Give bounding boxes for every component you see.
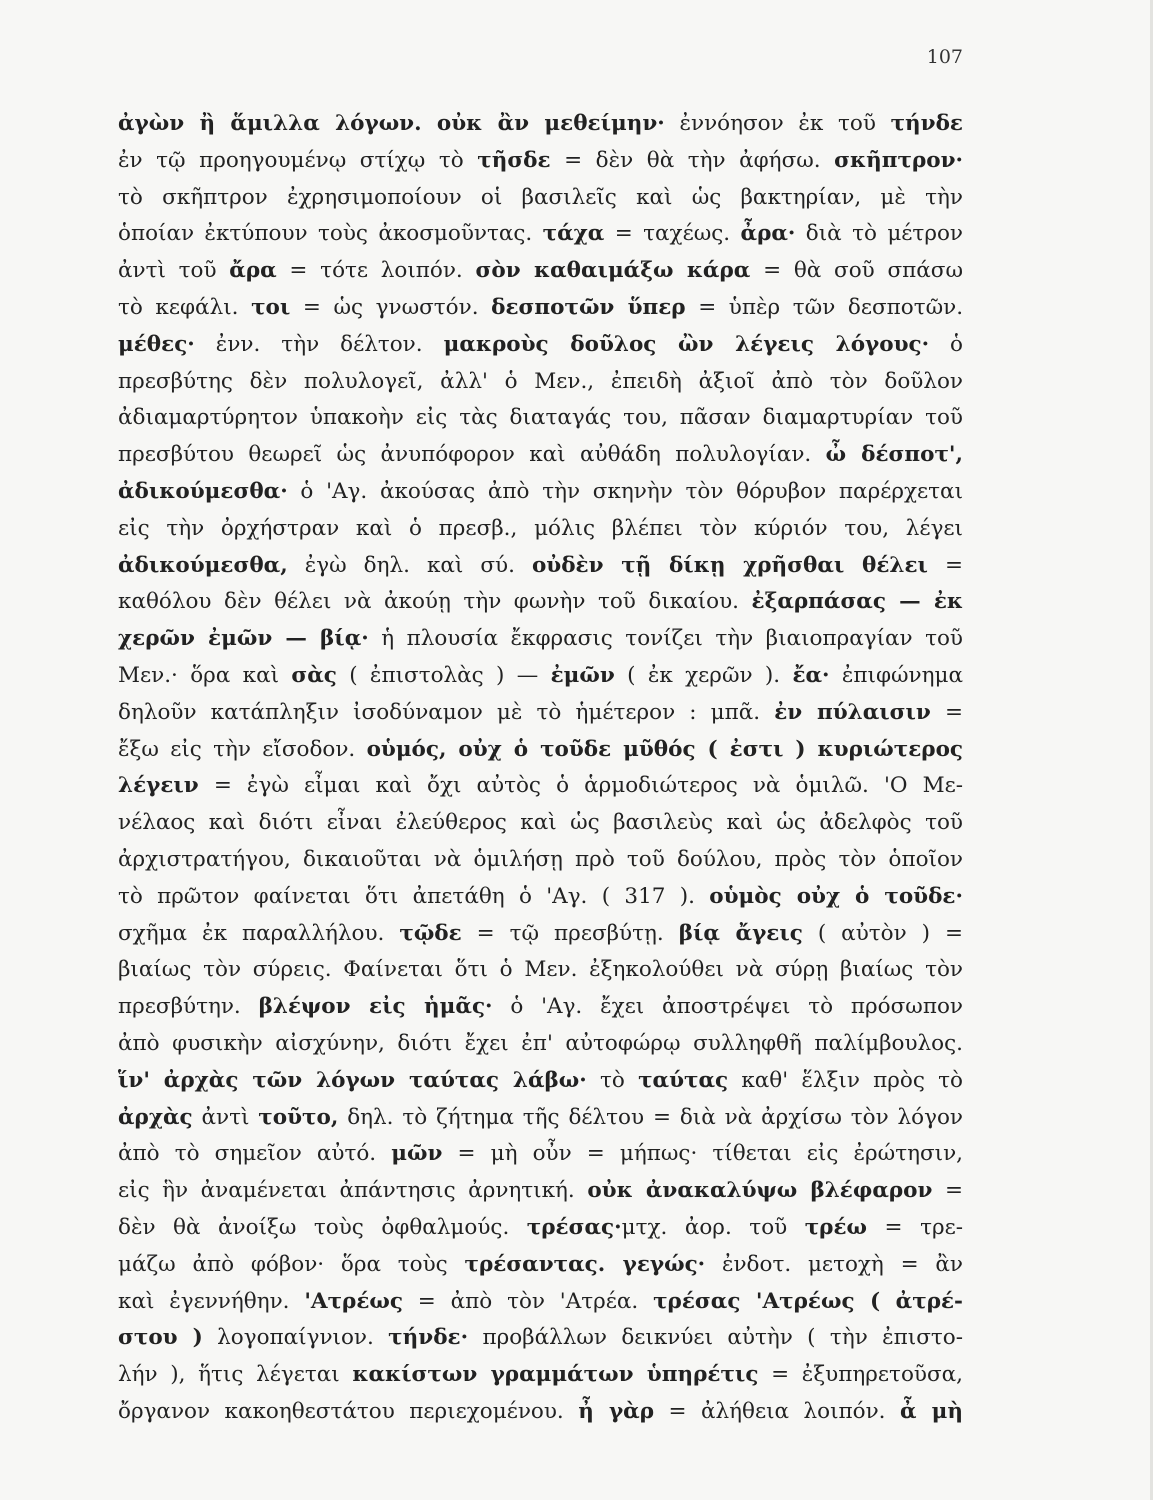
lemma-bold: ἆρα· [740,221,796,247]
commentary-run: καθ' ἕλξιν πρὸς τὸ [728,1067,963,1093]
lemma-bold: ἐξαρπάσας — ἐκ [751,589,963,615]
commentary-run: ἀπὸ φυσικὴν αἰσχύνην, διότι ἔχει ἐπ' αὐτοφώρῳ συλληφθῆ παλίμβουλος. [118,1030,963,1056]
lemma-bold: τῆσδε [477,147,551,173]
lemma-bold: ἄρα [229,258,277,284]
text-line [118,1210,963,1247]
commentary-run: δηλοῦν κατάπληξιν ἰσοδύναμον μὲ τὸ ἡμέτερον : μπᾶ. [118,699,775,725]
text-line [118,1394,963,1431]
lemma-bold: ἵν' ἀρχὰς τῶν λόγων ταύτας λάβω· [118,1067,587,1093]
lemma-bold: σκῆπτρον· [834,147,963,173]
commentary-run: ( αὐτὸν ) = [802,920,963,946]
text-line [118,1136,963,1173]
commentary-run: = ὡς γνωστόν. [290,294,492,320]
commentary-run: ἀδιαμαρτύρητον ὑπακοὴν εἰς τὰς διαταγάς του, πᾶσαν διαμαρτυρίαν τοῦ [118,405,963,431]
text-line [118,1284,963,1321]
text-line [118,584,963,621]
commentary-run: σχῆμα ἐκ παραλλήλου. [118,920,400,946]
text-line [118,511,963,548]
commentary-run: = ὑπὲρ τῶν δεσποτῶν. [685,294,963,320]
lemma-bold: ἀδικούμεσθα, [118,552,288,578]
commentary-run: ἐννόησον ἐκ τοῦ [664,111,891,136]
lemma-bold: τρέσας 'Ατρέως ( ἀτρέ- [653,1288,963,1314]
commentary-run: = δὲν θὰ τὴν ἀφήσω. [550,147,835,173]
commentary-run: διὰ τὸ μέτρον [795,221,963,247]
lemma-bold: τάχα [542,221,605,247]
lemma-bold: ταύτας [638,1067,729,1093]
commentary-run: καὶ ἐγεννήθην. [118,1288,305,1314]
commentary-run: ἀντὶ τοῦ [118,258,230,284]
lemma-bold: ἀγὼν ἢ ἅμιλλα λόγων. οὐκ ἂν μεθείμην· [118,111,665,136]
commentary-run: λήν ), ἥτις λέγεται [118,1362,353,1388]
commentary-run: λογοπαίγνιον. [202,1325,389,1351]
commentary-run: πρεσβύτην. [118,994,259,1020]
text-line [118,1320,963,1357]
commentary-run: καθόλου δὲν θέλει νὰ ἀκούῃ τὴν φωνὴν τοῦ δικαίου. [118,589,752,615]
lemma-bold: τρέσας· [526,1214,622,1240]
lemma-bold: ἆ μὴ [899,1398,963,1424]
text-line [118,879,963,916]
commentary-run: ὁ 'Αγ. ἀκούσας ἀπὸ τὴν σκηνὴν τὸν θόρυβον παρέρχεται [287,478,963,504]
commentary-run: ἐνν. τὴν δέλτον. [194,331,444,357]
commentary-run: ἡ πλουσία ἔκφρασις τονίζει τὴν βιαιοπραγίαν τοῦ [368,626,963,652]
text-line [118,1247,963,1284]
lemma-bold: τήνδε [890,111,963,136]
lemma-bold: ἐν πύλαισιν [774,699,931,725]
text-line [118,400,963,437]
lemma-bold: οὐδὲν τῇ δίκῃ χρῆσθαι θέλει [531,552,928,578]
commentary-run: ὁποίαν ἐκτύπουν τοὺς ἀκοσμοῦντας. [118,221,543,247]
commentary-run: ὁ 'Αγ. ἔχει ἀποστρέψει τὸ πρόσωπον [492,994,963,1020]
text-line [118,768,963,805]
lemma-bold: ἀδικούμεσθα· [118,478,288,504]
commentary-run: προβάλλων δεικνύει αὐτὴν ( τὴν ἐπιστο- [468,1325,963,1351]
lemma-bold: τρέσαντας. γεγώς· [464,1251,706,1277]
commentary-run: ( ἐκ χερῶν ). [614,662,793,688]
page-number: 107 [926,46,963,68]
commentary-run: εἰς τὴν ὀρχήστραν καὶ ὁ πρεσβ., μόλις βλέπει τὸν κύριόν του, λέγει [118,515,963,541]
text-line [118,916,963,953]
commentary-run: δηλ. τὸ ζήτημα τῆς δέλτου = διὰ νὰ ἀρχίσω τὸν λόγον [338,1104,963,1130]
commentary-run: ἐνδοτ. μετοχὴ = ἂν [705,1251,963,1277]
lemma-bold: 'Ατρέως [304,1288,403,1314]
commentary-run: = θὰ σοῦ σπάσω [750,258,963,284]
commentary-run: Μεν.· ὅρα καὶ [118,662,292,688]
text-line [118,658,963,695]
commentary-run: δὲν θὰ ἀνοίξω τοὺς ὀφθαλμούς. [118,1214,527,1240]
commentary-run: ἔξω εἰς τὴν εἴσοδον. [118,736,367,762]
commentary-run: ἐπιφώνημα [829,662,963,688]
text-line [118,290,963,327]
commentary-run: = μὴ οὖν = μήπως· τίθεται εἰς ἐρώτησιν, [442,1141,963,1167]
text-line [118,805,963,842]
lemma-bold: τρέω [804,1214,868,1240]
text-line [118,1173,963,1210]
lemma-bold: βλέψον εἰς ἡμᾶς· [258,994,493,1020]
text-line [118,621,963,658]
text-line [118,842,963,879]
lemma-bold: στου ) [118,1325,203,1351]
lemma-bold: σὸν καθαιμάξω κάρα [475,258,751,284]
text-line [118,952,963,989]
text-line [118,548,963,585]
lemma-bold: ἀρχὰς [118,1104,193,1130]
commentary-run: = τότε λοιπόν. [276,258,476,284]
lemma-bold: οὑμός, οὐχ ὁ τοῦδε μῦθός ( ἐστι ) κυριώτερος [366,736,963,762]
lemma-bold: οὐκ ἀνακαλύψω βλέφαρον [587,1178,933,1204]
commentary-run: ἀρχιστρατήγου, δικαιοῦται νὰ ὁμιλήσῃ πρὸ τοῦ δούλου, πρὸς τὸν ὁποῖον [118,846,963,872]
commentary-run: = ἀλήθεια λοιπόν. [654,1398,900,1424]
commentary-run: = ἀπὸ τὸν 'Ατρέα. [402,1288,654,1314]
commentary-run: τὸ [586,1067,639,1093]
text-line [118,216,963,253]
lemma-bold: ὦ δέσποτ', [825,442,963,468]
text-line [118,364,963,401]
text-line [118,253,963,290]
commentary-run: = ταχέως. [604,221,741,247]
commentary-text [118,106,963,1431]
commentary-run: ὁ [929,331,963,357]
commentary-run: τὸ κεφάλι. [118,294,252,320]
text-line [118,143,963,180]
text-line [118,106,963,143]
lemma-bold: ἐμῶν [550,662,615,688]
commentary-run: = [927,552,963,578]
lemma-bold: ἔα· [792,662,830,688]
text-line [118,180,963,217]
commentary-run: = [930,699,963,725]
text-line [118,695,963,732]
commentary-run: ( ἐπιστολὰς ) — [336,662,551,688]
lemma-bold: ἦ γὰρ [578,1398,655,1424]
lemma-bold: τήνδε· [388,1325,469,1351]
text-line [118,1357,963,1394]
text-line [118,732,963,769]
lemma-bold: μακροὺς δοῦλος ὢν λέγεις λόγους· [443,331,930,357]
commentary-run: ἀπὸ τὸ σημεῖον αὐτό. [118,1141,392,1167]
commentary-run: = ἐγὼ εἶμαι καὶ ὄχι αὐτὸς ὁ ἁρμοδιώτερος νὰ ὁμιλῶ. 'Ο Με- [198,773,963,799]
commentary-run: εἰς ἣν ἀναμένεται ἀπάντησις ἀρνητική. [118,1178,588,1204]
lemma-bold: κακίστων γραμμάτων ὑπηρέτις [352,1362,759,1388]
commentary-run: = [932,1178,963,1204]
lemma-bold: τοῦτο, [258,1104,339,1130]
commentary-run: ἀντὶ [192,1104,259,1130]
lemma-bold: μῶν [391,1141,443,1167]
lemma-bold: βίᾳ ἄγεις [678,920,803,946]
commentary-run: τὸ πρῶτον φαίνεται ὅτι ἀπετάθη ὁ 'Αγ. ( 317 ). [118,883,710,909]
lemma-bold: οὑμὸς οὐχ ὁ τοῦδε· [709,883,963,909]
text-line [118,1026,963,1063]
commentary-run: μτχ. ἀορ. τοῦ [621,1214,805,1240]
lemma-bold: χερῶν ἐμῶν — βίᾳ· [118,626,369,652]
lemma-bold: λέγειν [118,773,199,799]
commentary-run: = τρε- [867,1214,963,1240]
commentary-run: τὸ σκῆπτρον ἐχρησιμοποίουν οἱ βασιλεῖς καὶ ὡς βακτηρίαν, μὲ τὴν [118,184,963,210]
commentary-run: πρεσβύτου θεωρεῖ ὡς ἀνυπόφορον καὶ αὐθάδη πολυλογίαν. [118,442,826,468]
text-line [118,474,963,511]
commentary-run: μάζω ἀπὸ φόβον· ὅρα τοὺς [118,1251,465,1277]
text-line [118,327,963,364]
commentary-run: ἐν τῷ προηγουμένῳ στίχῳ τὸ [118,147,478,173]
commentary-run: ὄργανον κακοηθεστάτου περιεχομένου. [118,1398,579,1424]
commentary-run: βιαίως τὸν σύρεις. Φαίνεται ὅτι ὁ Μεν. ἐξηκολούθει νὰ σύρῃ βιαίως τὸν [118,957,963,983]
text-line [118,989,963,1026]
text-line [118,437,963,474]
commentary-run: ἐγὼ δηλ. καὶ σύ. [287,552,532,578]
commentary-run: = τῷ πρεσβύτῃ. [461,920,679,946]
text-line [118,1063,963,1100]
lemma-bold: δεσποτῶν ὕπερ [491,294,686,320]
lemma-bold: μέθες· [118,331,195,357]
lemma-bold: τοι [251,294,291,320]
commentary-run: πρεσβύτης δὲν πολυλογεῖ, ἀλλ' ὁ Μεν., ἐπειδὴ ἀξιοῖ ἀπὸ τὸν δοῦλον [118,368,963,394]
commentary-run: νέλαος καὶ διότι εἶναι ἐλεύθερος καὶ ὡς βασιλεὺς καὶ ὡς ἀδελφὸς τοῦ [118,810,963,836]
lemma-bold: σὰς [291,662,337,688]
lemma-bold: τῷδε [399,920,462,946]
text-line [118,1100,963,1137]
commentary-run: = ἐξυπηρετοῦσα, [758,1362,963,1388]
